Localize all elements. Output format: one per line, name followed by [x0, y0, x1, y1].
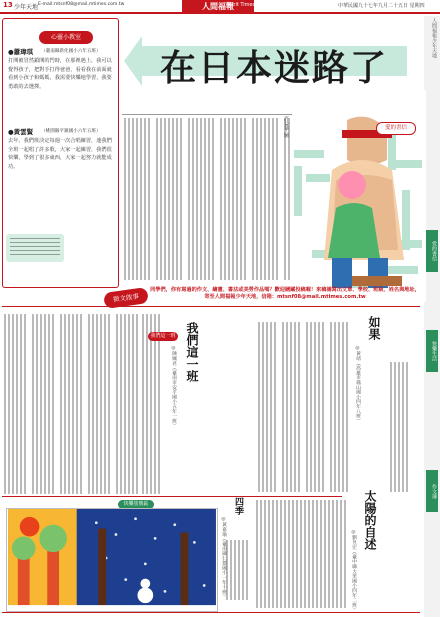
season-author: ◎黃嘉瑜（臺南縣仁德國小一年十班） — [221, 517, 226, 599]
section-name: 少年天地 — [14, 4, 39, 11]
season-poem-text — [226, 540, 250, 600]
side-tab-love-letter: 愛的書信 — [426, 230, 438, 272]
page-header — [0, 0, 440, 14]
lower-text-column-3 — [60, 314, 84, 494]
contact-email: E-mail:mtsnf08@mail.mtimes.com.tw — [38, 2, 125, 7]
newspaper-logo-sub: Merit Times — [226, 2, 256, 8]
lower-text-column-5 — [116, 314, 140, 494]
column-divider — [122, 114, 308, 115]
sun-text-columns — [256, 500, 346, 608]
newspaper-logo: 人間福報 — [182, 0, 254, 12]
love-letter-tag: 愛的書信 — [376, 122, 416, 135]
if-text-column-1 — [258, 322, 278, 492]
if-text-column-5 — [390, 362, 410, 492]
lower-left-columns — [2, 310, 162, 418]
teacher-corner-text-block — [10, 238, 60, 258]
side-tab-happy-life: 快樂生活 — [426, 330, 438, 372]
teacher1-name: ●蕭瑋琪 — [8, 48, 34, 56]
story-title: 在日本迷路了 — [160, 48, 389, 89]
if-text-column-3 — [306, 322, 326, 492]
teacher2-note: （桃園縣平鎮國小六年五班） — [41, 129, 101, 134]
sun-headline: 太陽的自述 — [363, 490, 377, 550]
our-class-author: ◎陳姵君（臺南市安平國小五年一班） — [171, 346, 176, 428]
story-column-text-3 — [188, 118, 216, 280]
contest-text: 同學們，你有寫過的作文、繪畫、書法或美勞作品嗎？歡迎踴躍投稿喔！來稿請寫出文章、學校、班級、姓名與地址，寄至人間福報少年天地，信箱：mtsnf08@mail.mtimes.com.tw — [150, 287, 420, 300]
story-illustrator: 許益華 圖 — [283, 116, 289, 138]
our-class-headline: 我們這一班 — [185, 322, 199, 382]
child-drawing — [6, 508, 218, 612]
lower-text-column-2 — [32, 314, 56, 494]
season-headline: 四季 — [233, 497, 243, 515]
story-column-text-5 — [252, 118, 280, 280]
if-headline: 如果 — [367, 316, 381, 340]
story-column-text-1 — [124, 118, 152, 280]
if-author: ◎黃靖（高雄市鳳山國小四年八班） — [355, 346, 360, 423]
teacher-corner-badge: 心靈小教室 — [39, 31, 93, 44]
lower-text-column-1 — [4, 314, 28, 494]
our-class-pill: 我們這一班 — [148, 332, 178, 341]
section-rule — [2, 306, 420, 307]
page-footer-rule — [2, 612, 420, 613]
sun-author: ◎劉昱宏（臺中縣大里國小四年二班） — [351, 530, 356, 612]
contest-badge: 徵文啟事 — [103, 287, 149, 309]
lower-right-columns — [258, 322, 420, 500]
teacher2-text: 去年，我們班決定每週一次合唱練習，連我們全班一起唱了許多歌，大家一起練習，我們很快樂，學到了很多東西，大家一起努力就能成功。 — [8, 138, 112, 170]
side-index-strip — [424, 16, 440, 617]
lower-text-column-4 — [88, 314, 112, 494]
if-text-column-4 — [330, 322, 350, 492]
lower-text-column-6 — [142, 314, 162, 494]
teacher2-name: ●黃雲賢 — [8, 128, 34, 136]
story-column-text-2 — [156, 118, 184, 280]
if-text-column-2 — [282, 322, 302, 492]
publication-date: 中華民國九十七年九月二十五日 星期四 — [338, 3, 425, 9]
page-number: 13 — [3, 1, 13, 9]
side-tab-essays: 作文簿 — [426, 470, 438, 512]
drawing-corner-pill: 快樂塗鴉區 — [118, 500, 154, 509]
section-rule-lower — [2, 496, 342, 497]
story-column-text-4 — [220, 118, 248, 280]
side-index-title: 人間福報少年天地 — [431, 18, 437, 58]
teacher1-note: （臺南縣新化國小六年五班） — [41, 49, 101, 54]
story-columns — [122, 84, 308, 284]
teacher1-text: 打開被冒然鎖開的門時，在那裡遇上，我可以覺得孩子，把對手打得爸爸，看看我在前面就看到小孩子和媽媽，我需要快樂地學習，我要勇敢的去選擇。 — [8, 58, 112, 90]
